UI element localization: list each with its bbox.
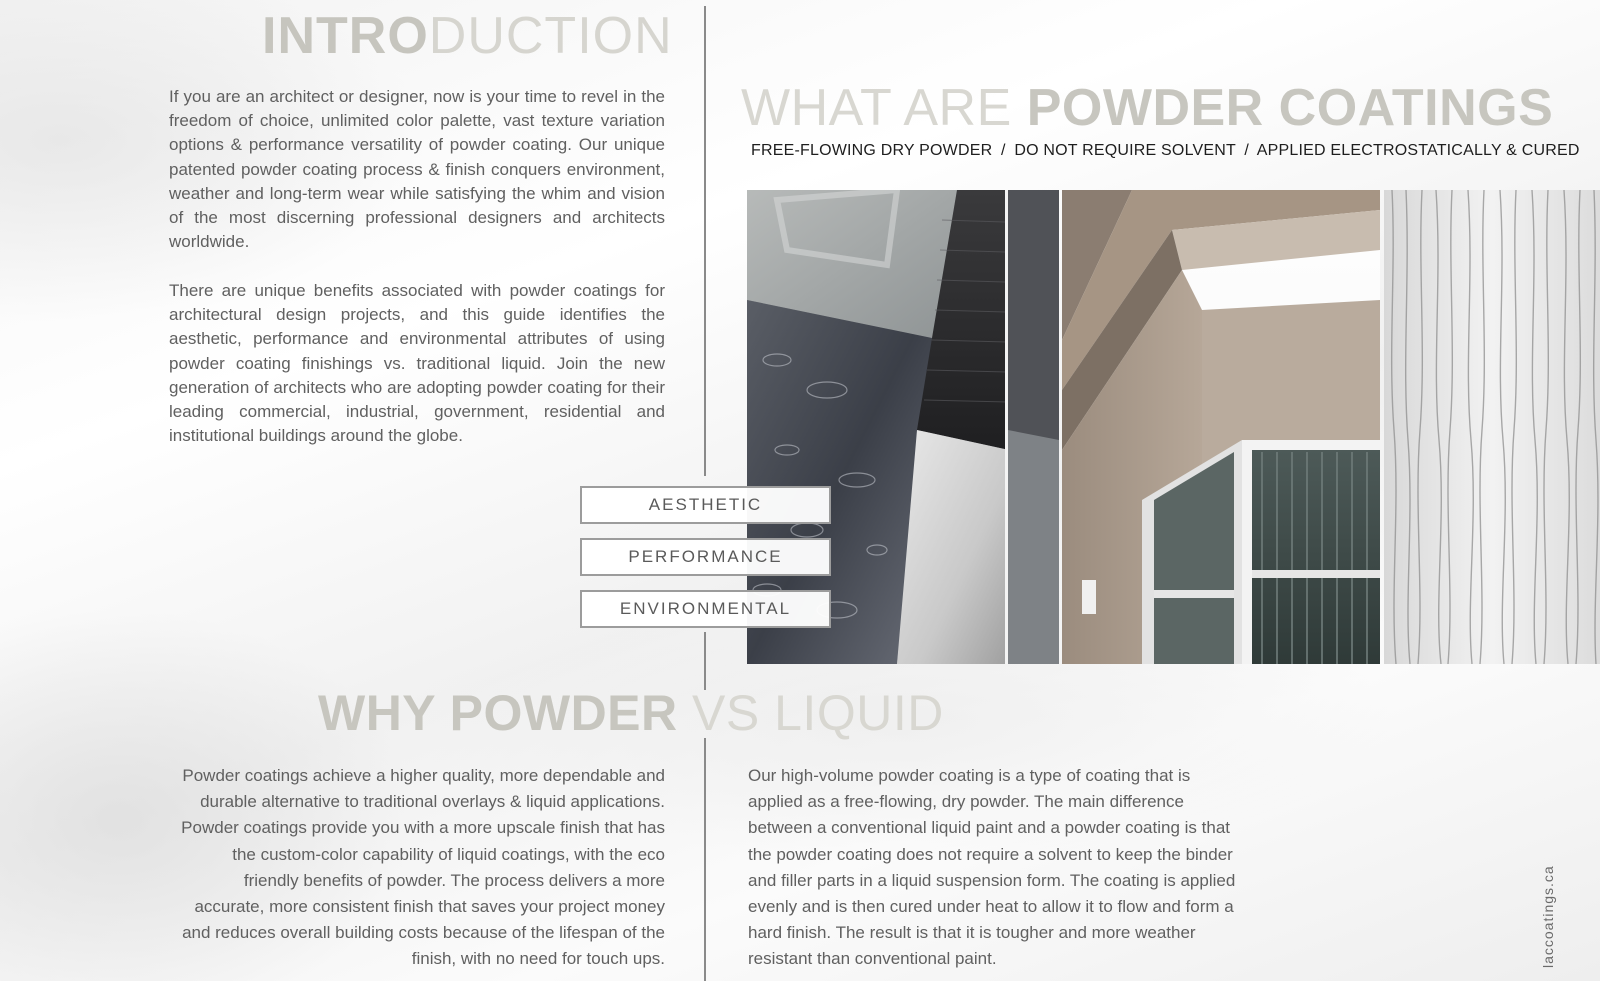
why-heading-bold: WHY POWDER bbox=[318, 685, 678, 741]
intro-heading-light: DUCTION bbox=[428, 7, 673, 65]
center-divider-bottom bbox=[704, 738, 706, 981]
intro-heading-bold: INTRO bbox=[262, 7, 429, 65]
what-heading-bold: POWDER COATINGS bbox=[1026, 79, 1554, 137]
center-divider-top bbox=[704, 6, 706, 476]
feature-no-solvent: DO NOT REQUIRE SOLVENT bbox=[1014, 142, 1236, 159]
intro-paragraph-2: There are unique benefits associated with powder coatings for architectural design projects, and this guide identifies the aesthetic, performance and environmental attributes of using powder coating finishings vs. traditional liquid. Join the new generation of architects who are adopting powder coating for their leading commercial, industrial, government, residential and institutional buildings around the globe. bbox=[169, 281, 665, 446]
website-vertical-text[interactable]: laccoatings.ca bbox=[1540, 865, 1556, 968]
why-heading-light: VS LIQUID bbox=[677, 685, 944, 741]
intro-paragraph-1: If you are an architect or designer, now is your time to revel in the freedom of choice, unlimited color palette, vast texture variation options & performance versatility of powder coating. Our unique patented powder coating process & finish conquers environment, weather and long-term wear while satisfying the whim and vision of the most discerning professional designers and architects worldwide. bbox=[169, 87, 665, 252]
what-heading-light: WHAT ARE bbox=[741, 79, 1027, 137]
environmental-button[interactable]: ENVIRONMENTAL bbox=[580, 590, 831, 628]
center-divider-middle bbox=[704, 632, 706, 690]
feature-separator-1: / bbox=[1001, 142, 1006, 159]
building-corner-photo bbox=[1062, 190, 1380, 664]
aesthetic-button[interactable]: AESTHETIC bbox=[580, 486, 831, 524]
features-subline bbox=[751, 142, 1580, 160]
what-heading bbox=[741, 79, 1554, 137]
why-heading bbox=[318, 685, 944, 741]
performance-button[interactable]: PERFORMANCE bbox=[580, 538, 831, 576]
why-paragraph-right: Our high-volume powder coating is a type of coating that is applied as a free-flowing, dry powder. The main difference between a conventional liquid paint and a powder coating is that the powder coating does not require a solvent to keep the binder and filler parts in a liquid suspension form. The coating is applied evenly and is then cured under heat to allow it to flow and form a hard finish. The result is that it is tougher and more weather resistant than conventional paint. bbox=[748, 766, 1236, 969]
silver-texture-photo bbox=[1384, 190, 1600, 664]
feature-separator-2: / bbox=[1244, 142, 1249, 159]
feature-dry-powder: FREE-FLOWING DRY POWDER bbox=[751, 142, 993, 159]
why-paragraph-left: Powder coatings achieve a higher quality, more dependable and durable alternative to traditional overlays & liquid applications. Powder coatings provide you with a more upscale finish that has the custom-color capability of liquid coatings, with the eco friendly benefits of powder. The process delivers a more accurate, more consistent finish that saves your project money and reduces overall building costs because of the lifespan of the finish, with no need for touch ups. bbox=[181, 766, 665, 969]
intro-heading bbox=[262, 7, 673, 65]
feature-electrostatic: APPLIED ELECTROSTATICALLY & CURED bbox=[1256, 142, 1580, 159]
